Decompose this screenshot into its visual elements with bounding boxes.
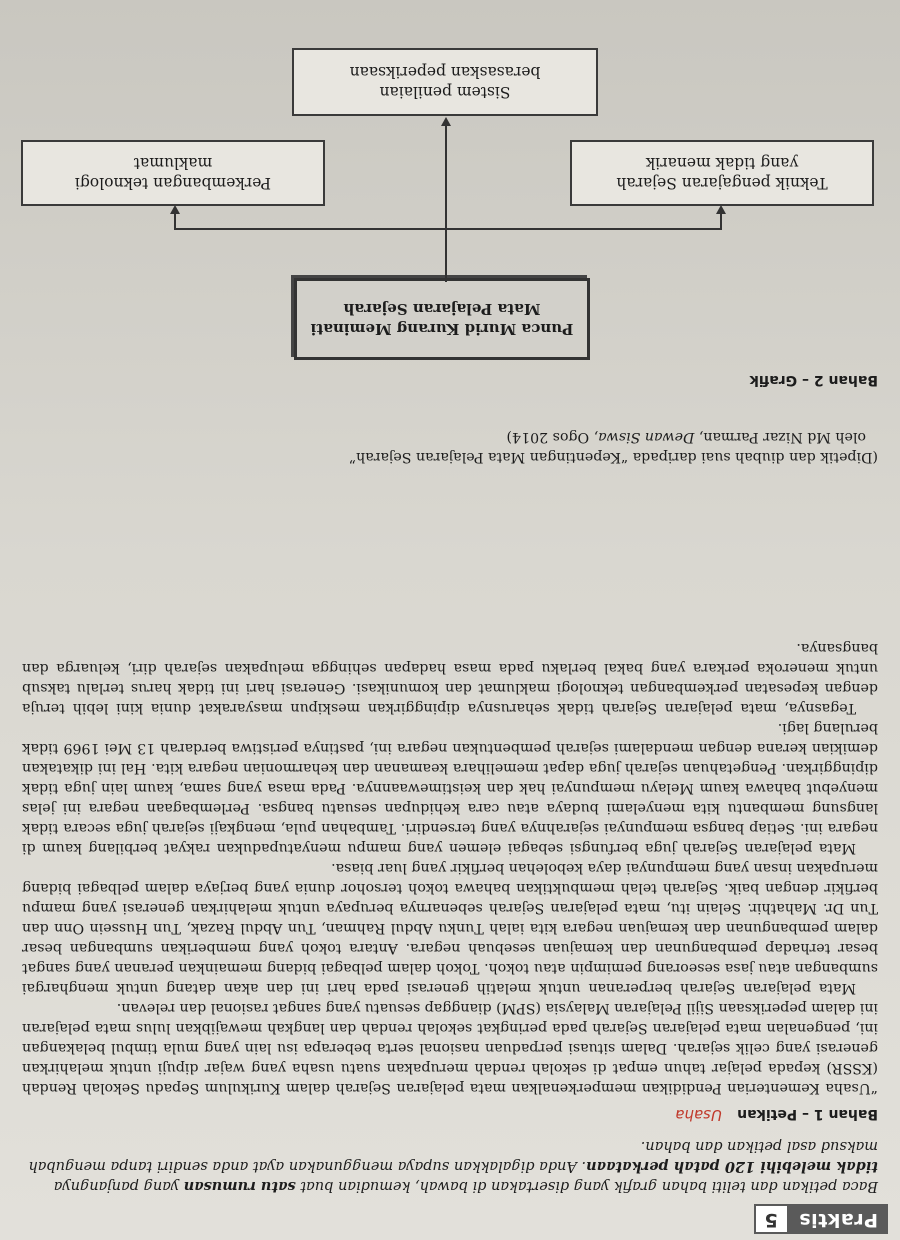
source-date: , Ogos 2014) — [506, 429, 599, 445]
assessment-box-line-2: berasaskan peperiksaan — [349, 63, 541, 81]
bahan1-label: Bahan 1 – Petikan — [737, 1106, 878, 1122]
connector-horizontal — [174, 228, 722, 230]
connector-bottom — [445, 124, 447, 230]
diagram-box-technology — [21, 140, 325, 206]
teaching-box-line-2: yang tidak menarik — [645, 154, 799, 172]
arrow-head-left — [716, 205, 726, 214]
source-magazine: Dewan Siswa — [598, 429, 695, 445]
diagram-box-assessment — [292, 48, 598, 116]
connector-left — [720, 212, 722, 230]
connector-right — [174, 212, 176, 230]
teaching-box-line-1: Teknik pengajaran Sejarah — [616, 174, 828, 192]
passage-paragraph-3: Mata pelajaran Sejarah juga berfungsi sebagai elemen yang mampu menyatupadukan rakyat berbilang kaum di negara ini. Setiap bangsa mempunyai sejarahnya yang tersendiri. Tambahan pula, mengkaji sejarah juga secara tidak langsung membantu kita menyelami budaya atau cara kehidupan sesuatu bangsa. Perlembagaan negara ini jelas menyebut bahawa kaum Melayu mempunyai hak dan keistimewaannya. Pada masa yang sama, kaum lain juga tidak dipinggirkan. Pengetahuan sejarah juga dapat memelihara keamanan dan keharmonian negara kita. Hal ini dikatakan demikian kerana dengan mendalami sejarah pembentukan negara ini, pastinya peristiwa berdarah 13 Mei 1969 tidak berulang lagi. — [22, 720, 878, 856]
handwritten-note: Usaha — [675, 1106, 722, 1124]
technology-box-line-2: maklumat — [133, 154, 213, 172]
instructions-part1: Baca petikan dan teliti bahan grafik yang disertakan di bawah, kemudian buat — [295, 1178, 878, 1194]
arrow-head-right — [170, 205, 180, 214]
bahan2-label: Bahan 2 – Grafik — [749, 372, 878, 388]
instructions-part2: yang panjangnya — [53, 1178, 184, 1194]
arrow-head-bottom — [441, 117, 451, 126]
main-box-line-1: Punca Murid Kurang Meminati — [310, 320, 574, 338]
instructions-bold-limit: tidak melebihi 120 patah perkataan — [586, 1158, 878, 1175]
diagram-main-box — [294, 278, 590, 360]
passage-paragraph-2: Mata pelajaran Sejarah berperanan untuk melatih generasi pada hari ini dan akan datang untuk menghargai sumbangan atau jasa seseorang pemimpin atau tokoh. Tokoh dalam pelbagai bidang memainkan peranan yang sangat besar terhadap pembangunan dan kemajuan sesebuah negara. Antara tokoh yang memberikan sumbangan besar dalam pembangunan dan kemajuan negara kita ialah Tunku Abdul Rahman, Tun Abdul Razak, Tun Hussein Onn dan Tun Dr. Mahathir. Selain itu, mata pelajaran Sejarah sebenarnya berupaya untuk melahirkan generasi yang mampu berfikir dengan baik. Sejarah telah membuktikan bahawa tokoh tersohor dunia yang berjaya dalam pelbagai bidang merupakan insan yang mempunyai daya kebolehan berfikir yang luar biasa. — [22, 860, 878, 996]
instructions-part3: . Anda digalakkan supaya menggunakan ayat anda sendiri tanpa mengubah maksud asal petikan dan bahan. — [28, 1138, 878, 1174]
source-line-1: (Dipetik dan diubah suai daripada “Kepentingan Mata Pelajaran Sejarah” — [348, 449, 878, 465]
passage-paragraph-4: Tegasnya, mata pelajaran Sejarah tidak seharusnya dipinggirkan meskipun masyarakat dunia kini lebih teruja dengan kepesatan perkembangan teknologi maklumat dan komunikasi. Generasi hari ini tidak harus terlalu taksub untuk meneroka perkara yang bakal berlaku pada masa hadapan sehingga melupakan sejarah diri, keluarga dan bangsanya. — [22, 640, 878, 716]
assessment-box-line-1: Sistem penilaian — [379, 83, 511, 101]
instructions-bold-rumusan: satu rumusan — [183, 1178, 296, 1195]
technology-box-line-1: Perkembangan teknologi — [74, 174, 272, 192]
diagram-box-teaching-technique — [570, 140, 874, 206]
main-box-line-2: Mata Pelajaran Sejarah — [343, 300, 541, 318]
practice-badge-number: 5 — [754, 1204, 789, 1234]
source-author: oleh Md Nizar Parman, — [694, 429, 866, 445]
passage-paragraph-1: “Usaha Kementerian Pendidikan memperkenalkan mata pelajaran Sejarah dalam Kurikulum Sepadu Sekolah Rendah (KSSR) kepada pelajar tahun empat di sekolah rendah merupakan suatu usaha yang wajar dipuji untuk melahirkan generasi yang celik sejarah. Dalam situasi perpaduan nasional serta beberapa isu lain yang mula timbul belakangan ini, pengenalan mata pelajaran Sejarah pada peringkat sekolah rendah dan langkah mewajibkan lulus mata pelajaran ini dalam peperiksaan Sijil Pelajaran Malaysia (SPM) dianggap sesuatu yang sangat rasional dan relevan. — [22, 1000, 878, 1096]
practice-badge-word: Praktis — [789, 1204, 888, 1234]
